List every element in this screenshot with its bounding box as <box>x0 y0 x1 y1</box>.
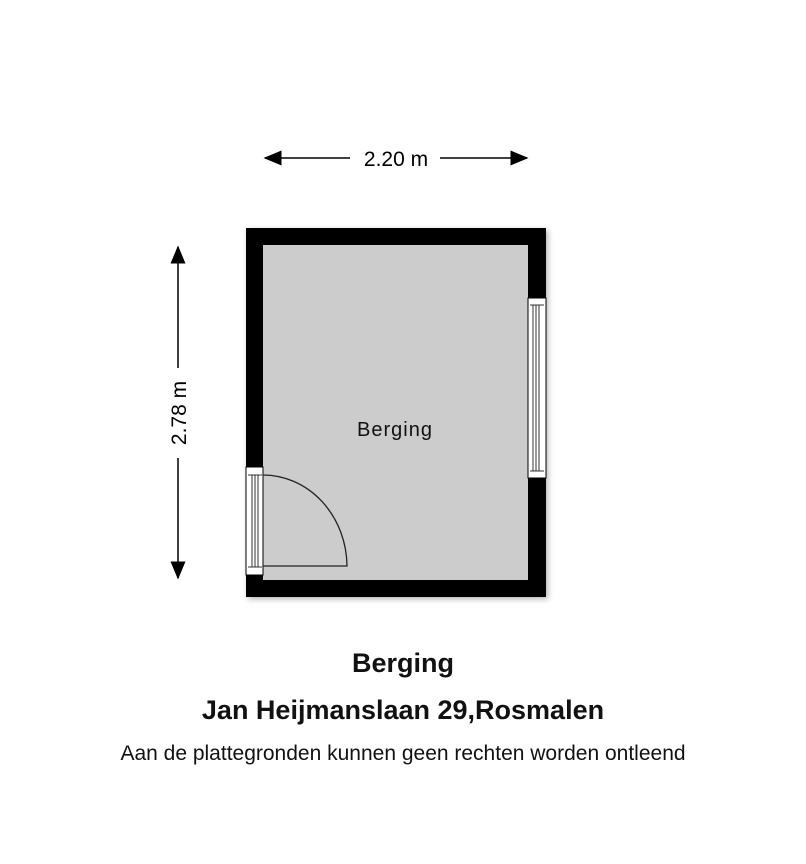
address: Jan Heijmanslaan 29,Rosmalen <box>201 695 605 725</box>
depth-dimension-label: 2.78 m <box>168 380 191 446</box>
window-right <box>528 298 546 478</box>
width-dimension-label: 2.20 m <box>363 148 429 171</box>
depth-dimension-line <box>168 247 191 578</box>
disclaimer: Aan de plattegronden kunnen geen rechten worden ontleend <box>120 742 686 765</box>
width-dimension-line <box>265 148 527 171</box>
room-floor <box>263 245 528 580</box>
room-label: Berging <box>357 419 433 441</box>
plan-title: Berging <box>351 648 454 678</box>
